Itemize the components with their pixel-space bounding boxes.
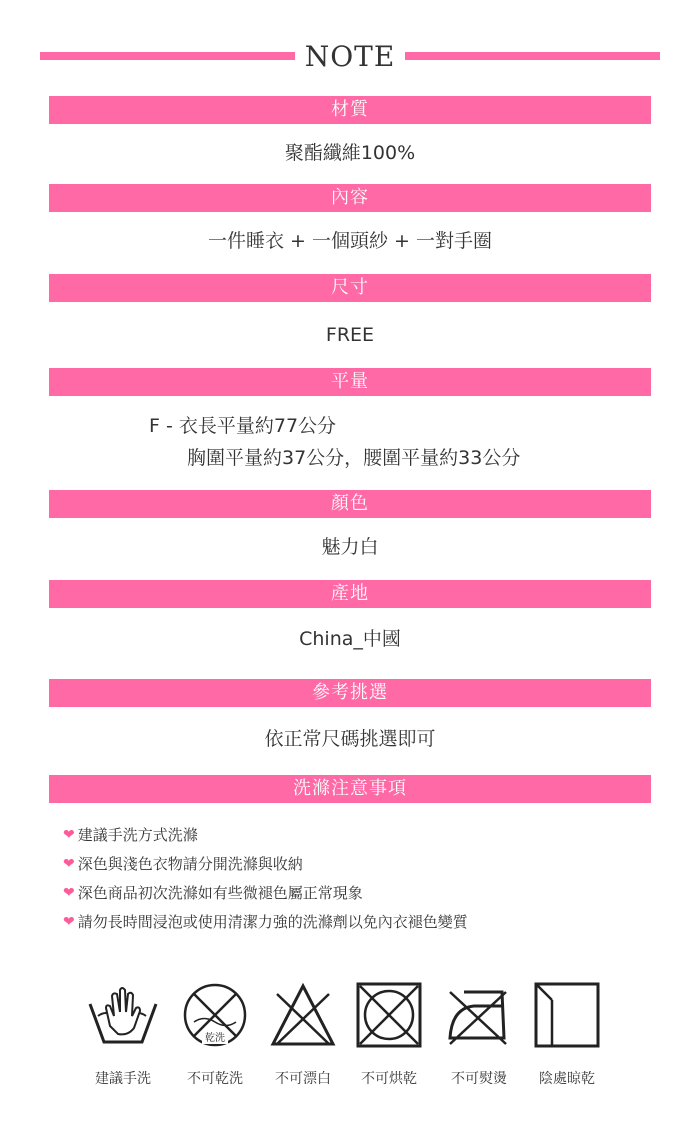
list-item [63,821,651,850]
contents-section [49,184,651,254]
no-tumble-dry-symbol [346,982,432,1088]
no-dry-clean-label: 不可乾洗 [187,1071,243,1087]
flat-line-1: F - 衣長平量約77公分 [149,415,337,437]
note-header [40,36,660,76]
flat-line-2: 胸圍平量約37公分，腰圍平量約33公分 [187,447,521,469]
no-tumble-dry-icon [356,982,422,1048]
material-section [49,96,651,166]
heart-icon: ❤ [63,827,75,843]
list-item [63,879,651,908]
hand-wash-symbol [80,982,166,1088]
care-label: 洗滌注意事項 [49,775,651,803]
reference-value: 依正常尺碼挑選即可 [264,728,436,750]
origin-section [49,580,651,652]
color-section [49,490,651,560]
care-item-text: 建議手洗方式洗滌 [77,826,198,844]
origin-value: China_中國 [299,628,401,650]
no-dry-clean-symbol [172,982,258,1088]
reference-label: 參考挑選 [49,679,651,707]
size-section [49,274,651,348]
size-label: 尺寸 [49,274,651,302]
material-value: 聚酯纖維100% [284,142,416,164]
care-symbols [80,982,620,1092]
contents-value: 一件睡衣 + 一個頭紗 + 一對手圈 [208,230,492,252]
no-tumble-dry-label: 不可烘乾 [361,1071,417,1087]
list-item [63,908,651,937]
note-divider-right [405,52,660,60]
no-iron-label: 不可熨燙 [451,1071,507,1087]
flat-measurements [49,410,651,474]
note-divider-left [40,52,295,60]
shade-dry-symbol [524,982,610,1088]
no-bleach-label: 不可漂白 [275,1071,331,1087]
no-bleach-symbol [260,982,346,1088]
no-dry-clean-icon [182,982,248,1048]
size-value: FREE [325,324,375,346]
color-value: 魅力白 [321,536,379,558]
care-item-text: 請勿長時間浸泡或使用清潔力強的洗滌劑以免內衣褪色變質 [77,913,468,931]
heart-icon: ❤ [63,914,75,930]
care-item-text: 深色商品初次洗滌如有些微褪色屬正常現象 [77,884,363,902]
reference-section [49,679,651,752]
origin-label: 產地 [49,580,651,608]
care-item-text: 深色與淺色衣物請分開洗滌與收納 [77,855,303,873]
shade-dry-icon [534,982,600,1048]
shade-dry-label: 陰處晾乾 [539,1071,595,1087]
heart-icon: ❤ [63,856,75,872]
hand-wash-label: 建議手洗 [95,1071,151,1087]
material-label: 材質 [49,96,651,124]
no-iron-icon [446,982,512,1048]
no-iron-symbol [436,982,522,1088]
no-dry-clean-mark: 乾洗 [205,1033,225,1044]
heart-icon: ❤ [63,885,75,901]
care-list [49,821,651,937]
list-item [63,850,651,879]
color-label: 顏色 [49,490,651,518]
note-title: NOTE [304,39,396,73]
no-bleach-icon [269,982,337,1048]
flat-section [49,368,651,474]
flat-label: 平量 [49,368,651,396]
hand-wash-icon [84,982,162,1048]
contents-label: 內容 [49,184,651,212]
care-section [49,775,651,937]
